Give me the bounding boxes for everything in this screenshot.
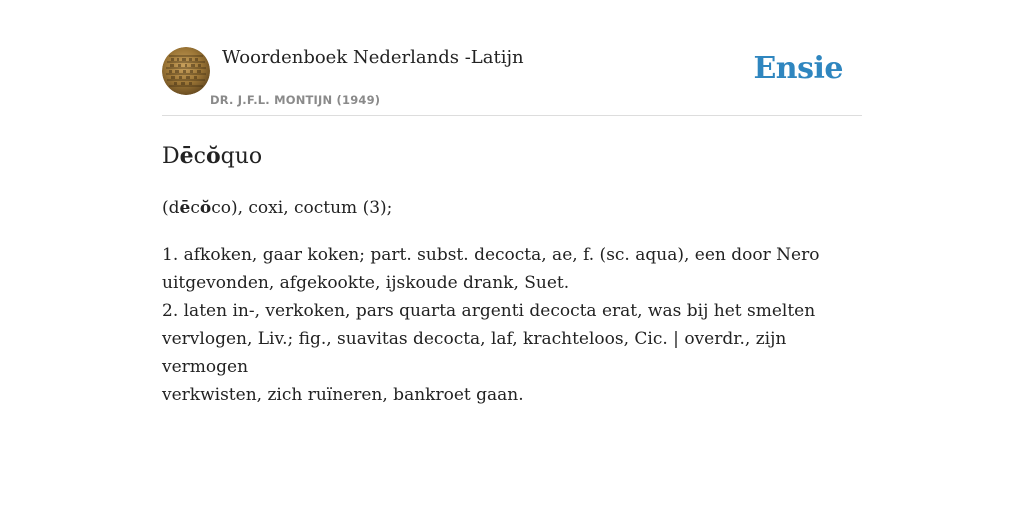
entry-title-part: quo [220, 144, 263, 169]
entry-title-short-vowel: ŏ [205, 143, 221, 169]
definition-line: uitgevonden, afgekookte, ijskoude drank, Suet. [162, 273, 570, 293]
entry-forms [162, 194, 862, 222]
book-title[interactable]: Woordenboek Nederlands -Latijn [222, 47, 524, 68]
entry-forms-part: c [190, 198, 200, 218]
definition-line: 1. afkoken, gaar koken; part. subst. decocta, ae, f. (sc. aqua), een door Nero [162, 245, 820, 265]
entry-forms-part: (d [162, 198, 180, 218]
entry-definition [162, 241, 862, 409]
entry-forms-part: co), coxi, coctum (3); [211, 198, 393, 218]
definition-line: 2. laten in-, verkoken, pars quarta argenti decocta erat, was bij het smelten [162, 301, 816, 321]
book-author: DR. J.F.L. MONTIJN (1949) [210, 93, 381, 107]
ensie-brand-link[interactable]: Ensie [753, 51, 843, 86]
book-logo-icon[interactable] [162, 47, 210, 95]
entry-title-long-vowel: ē [179, 143, 194, 169]
entry-title [162, 141, 862, 172]
definition-line: verkwisten, zich ruïneren, bankroet gaan. [162, 385, 524, 405]
book-header [162, 47, 862, 116]
entry-title-part: c [193, 144, 206, 169]
entry-forms-long-vowel: ē [179, 198, 191, 218]
entry-title-part: D [162, 144, 180, 169]
entry-forms-short-vowel: ŏ [199, 198, 212, 218]
definition-line: vervlogen, Liv.; fig., suavitas decocta, laf, krachteloos, Cic. | overdr., zijn vermogen [162, 329, 787, 377]
page [162, 0, 862, 409]
bronze-tablet-icon [162, 47, 210, 95]
